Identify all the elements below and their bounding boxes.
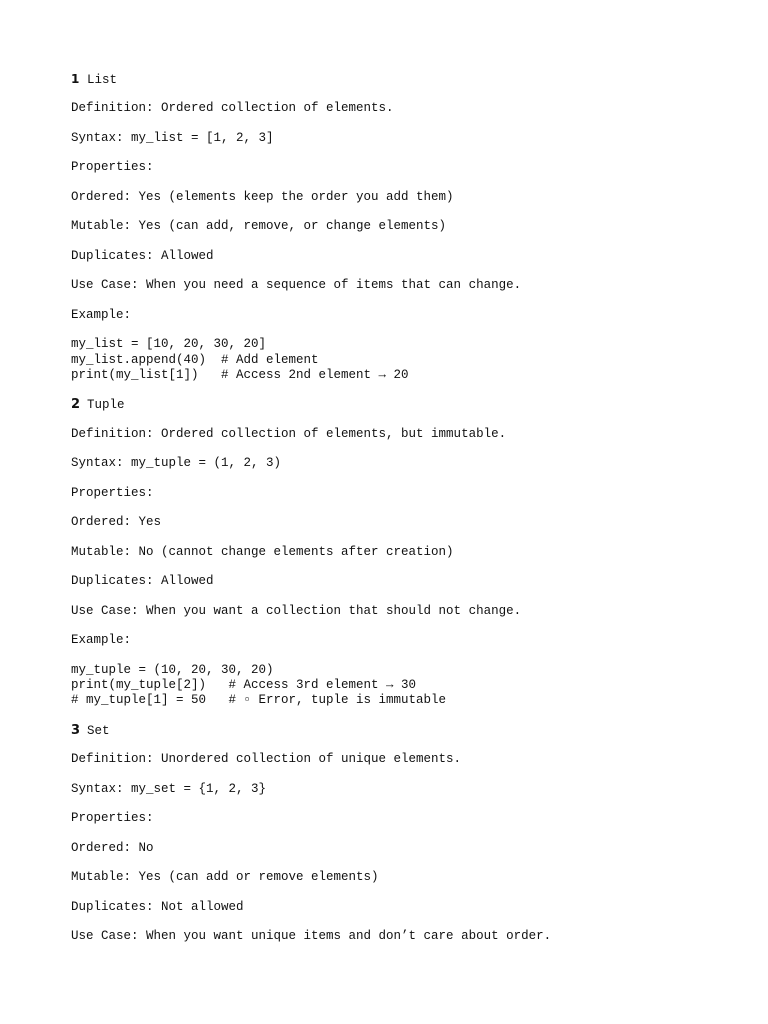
use-case-text: Use Case: When you need a sequence of items that can change.	[71, 278, 522, 293]
code-block	[71, 337, 731, 383]
property-duplicates: Duplicates: Allowed	[71, 574, 214, 589]
property-mutable: Mutable: Yes (can add or remove elements)	[71, 870, 379, 885]
syntax-text: Syntax: my_tuple = (1, 2, 3)	[71, 456, 282, 471]
use-case-text: Use Case: When you want a collection that should not change.	[71, 603, 522, 618]
section-tuple	[71, 397, 731, 708]
code-line: my_tuple = (10, 20, 30, 20)	[71, 662, 274, 677]
section-heading	[71, 723, 731, 738]
section-number: 2	[71, 397, 81, 413]
property-duplicates: Duplicates: Allowed	[71, 248, 214, 263]
code-line: print(my_list[1]) # Access 2nd element → 20	[71, 367, 409, 382]
properties-label: Properties:	[71, 160, 154, 175]
syntax-text: Syntax: my_list = [1, 2, 3]	[71, 130, 274, 145]
property-mutable: Mutable: No (cannot change elements after creation)	[71, 544, 454, 559]
definition-text: Definition: Ordered collection of elements, but immutable.	[71, 426, 507, 441]
code-block	[71, 663, 731, 709]
property-duplicates: Duplicates: Not allowed	[71, 899, 244, 914]
code-line: my_list = [10, 20, 30, 20]	[71, 337, 267, 352]
section-heading	[71, 72, 731, 87]
section-list	[71, 72, 731, 383]
example-label: Example:	[71, 633, 132, 648]
property-mutable: Mutable: Yes (can add, remove, or change elements)	[71, 219, 447, 234]
code-line: my_list.append(40) # Add element	[71, 352, 319, 367]
code-line: # my_tuple[1] = 50 # ▫ Error, tuple is immutable	[71, 693, 447, 708]
example-label: Example:	[71, 307, 132, 322]
section-title: Tuple	[87, 398, 125, 413]
definition-text: Definition: Unordered collection of unique elements.	[71, 752, 462, 767]
section-set	[71, 723, 731, 945]
properties-label: Properties:	[71, 811, 154, 826]
syntax-text: Syntax: my_set = {1, 2, 3}	[71, 781, 267, 796]
code-line: print(my_tuple[2]) # Access 3rd element → 30	[71, 678, 417, 693]
section-number: 3	[71, 722, 81, 738]
property-ordered: Ordered: Yes	[71, 515, 162, 530]
use-case-text: Use Case: When you want unique items and don’t care about order.	[71, 929, 552, 944]
property-ordered: Ordered: No	[71, 840, 154, 855]
definition-text: Definition: Ordered collection of elements.	[71, 101, 394, 116]
section-title: Set	[87, 723, 110, 738]
section-title: List	[87, 73, 118, 87]
section-number: 1	[71, 72, 80, 86]
section-heading	[71, 397, 731, 412]
document	[71, 72, 731, 945]
property-ordered: Ordered: Yes (elements keep the order you add them)	[71, 189, 454, 204]
properties-label: Properties:	[71, 485, 154, 500]
